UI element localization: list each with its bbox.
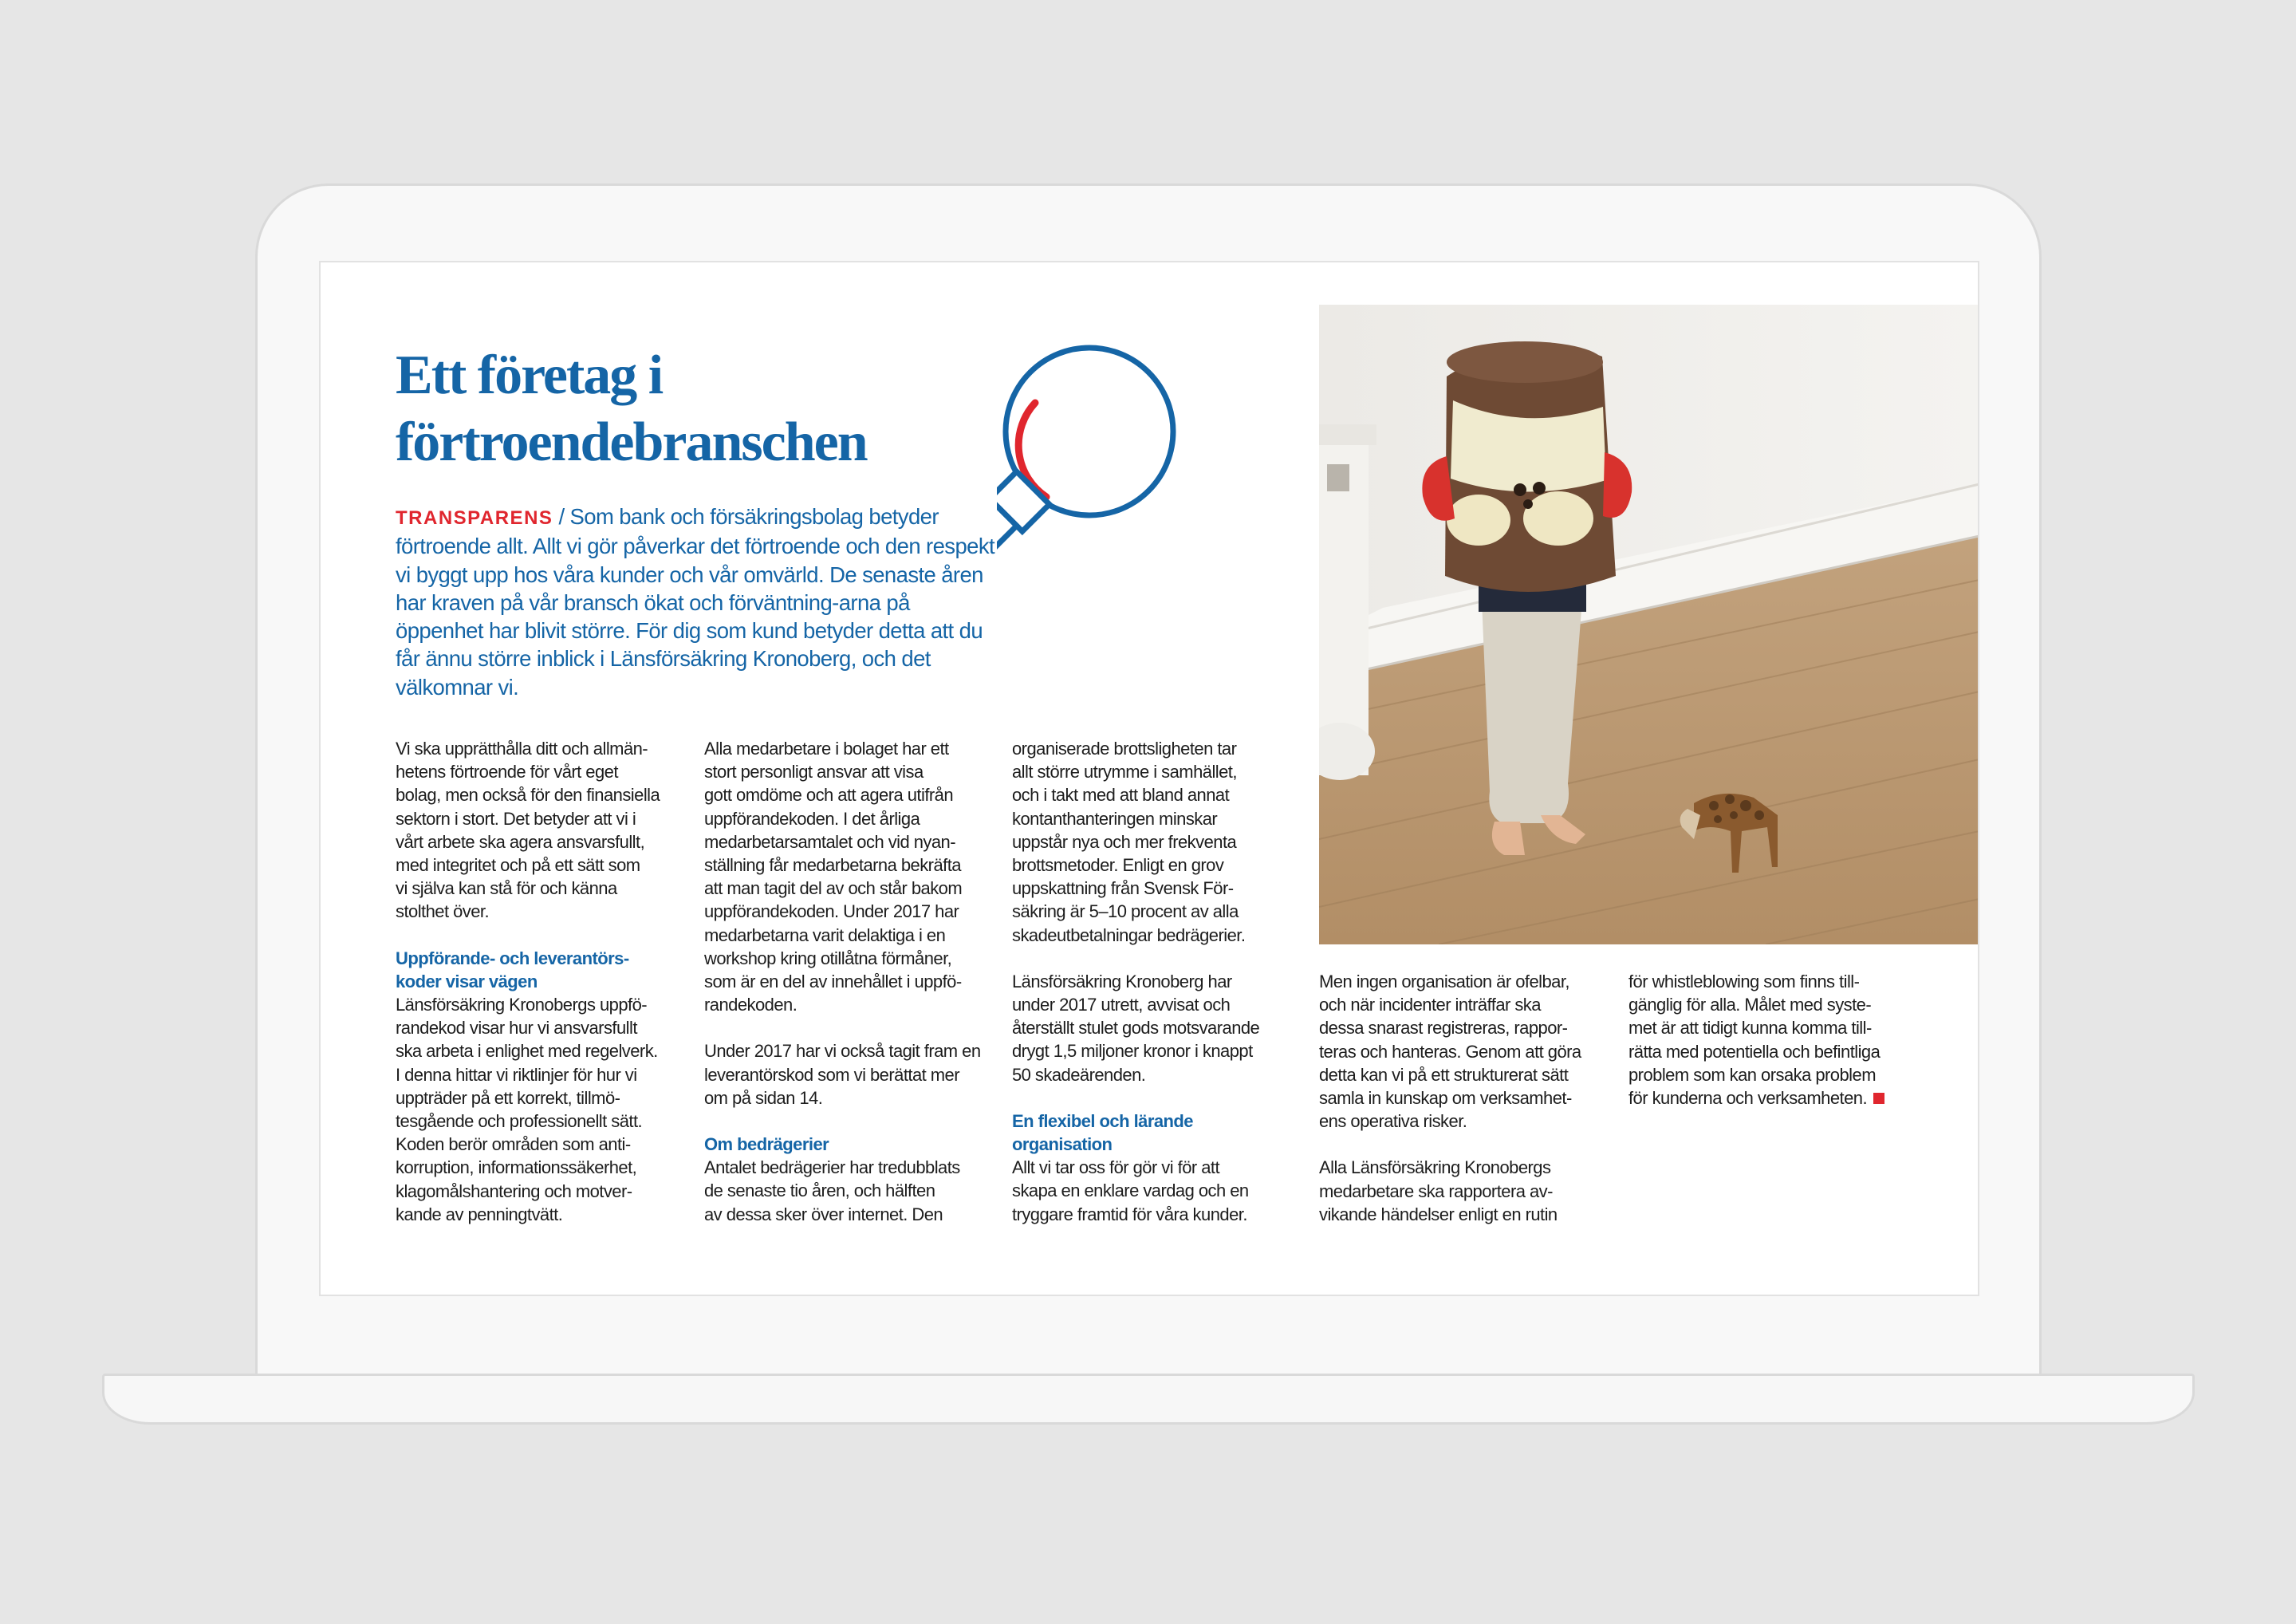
- column-2-paragraph-3: Antalet bedrägerier har tredubblats de senaste tio åren, och hälften av dessa sker över internet. Den: [704, 1157, 960, 1224]
- laptop-screen: [319, 261, 1979, 1296]
- intro-text: / Som bank och försäkringsbolag betyder förtroende allt. Allt vi gör påverkar det förtroende och den respekt vi byggt upp hos våra kunder och vår omvärld. De senaste åren har kraven på vår bransch ökat och förväntning-arna på öppenhet har blivit större. För dig som kund betyder detta att du får ännu större inblick i Länsförsäkring Kronoberg, och det välkomnar vi.: [396, 504, 995, 700]
- column-1-paragraph-1: Vi ska upprätthålla ditt och allmän- hetens förtroende för vårt eget bolag, men också för den finansiella sektorn i stort. Det betyder att vi i vårt arbete ska agera ansvarsfullt, med integritet och på ett sätt som vi själva kan stå för och känna stolthet över.: [396, 739, 660, 922]
- column-5-paragraph-1: för whistleblowing som finns till- gänglig för alla. Målet med syste- met är att tidigt kunna komma till- rätta med potentiella och befintliga problem som kan orsaka problem för kunderna och verksamheten.: [1628, 972, 1881, 1109]
- column-2: [704, 737, 1001, 1249]
- page-title: [396, 342, 1018, 476]
- column-3-paragraph-2: Länsförsäkring Kronoberg har under 2017 utrett, avvisat och återställt stulet gods motsvarande drygt 1,5 miljoner kronor i knappt 50 skadeärenden.: [1012, 971, 1260, 1085]
- column-1-paragraph-2: Länsförsäkring Kronobergs uppfö- randekod visar hur vi ansvarsfullt ska arbeta i enlighet med regelverk. I denna hittar vi riktlinjer för hur vi uppträder på ett korrekt, tillmö- tesgående och professionellt sätt. Koden berör områden som anti- korruption, informationssäkerhet, klagomålshantering och motver- kande av penningtvätt.: [396, 995, 658, 1224]
- photo-child-with-toy-basket-and-giraffe: [1319, 305, 1979, 944]
- magnifying-glass-icon: [997, 339, 1308, 650]
- subheading-organisation: En flexibel och lärande organisation: [1012, 1110, 1193, 1155]
- column-3: [1012, 737, 1309, 1249]
- laptop-base: [102, 1374, 2195, 1425]
- column-2-paragraph-1: Alla medarbetare i bolaget har ett stort personligt ansvar att visa gott omdöme och att agera utifrån uppförandekoden. I det årliga medarbetarsamtalet och vid nyan- ställning får medarbetarna bekräfta att man tagit del av och står bakom uppförandekoden. Under 2017 har medarbetarna varit delaktiga i en workshop kring otillåtna förmåner, som är en del av innehållet i uppfö- randekoden.: [704, 739, 963, 1015]
- column-3-paragraph-3: Allt vi tar oss för gör vi för att skapa en enklare vardag och en tryggare framtid för våra kunder.: [1012, 1157, 1249, 1224]
- column-1: [396, 737, 692, 1249]
- subheading-fraud: Om bedrägerier: [704, 1134, 829, 1155]
- page-title-line-1: Ett företag i: [396, 345, 663, 406]
- column-4-paragraph-2: Alla Länsförsäkring Kronobergs medarbetare ska rapportera av- vikande händelser enligt en rutin: [1319, 1157, 1558, 1224]
- subheading-codes: Uppförande- och leverantörs- koder visar vägen: [396, 948, 629, 991]
- column-2-paragraph-2: Under 2017 har vi också tagit fram en leverantörskod som vi berättat mer om på sidan 14.: [704, 1041, 981, 1108]
- intro-kicker: TRANSPARENS: [396, 507, 553, 529]
- column-5: [1628, 970, 1925, 1133]
- end-mark-icon: [1873, 1093, 1884, 1104]
- column-4: [1319, 970, 1616, 1249]
- page-title-line-2: förtroendebranschen: [396, 412, 867, 473]
- column-4-paragraph-1: Men ingen organisation är ofelbar, och när incidenter inträffar ska dessa snarast registreras, rappor- teras och hanteras. Genom att göra detta kan vi på ett strukturerat sätt samla in kunskap om verksamhet- ens operativa risker.: [1319, 972, 1581, 1132]
- intro-paragraph: [396, 503, 1002, 701]
- column-3-paragraph-1: organiserade brottsligheten tar allt större utrymme i samhället, och i takt med att bland annat kontanthanteringen minskar uppstår nya och mer frekventa brottsmetoder. Enligt en grov uppskattning från Svensk För- säkring är 5–10 procent av alla skadeutbetalningar bedrägerier.: [1012, 739, 1246, 945]
